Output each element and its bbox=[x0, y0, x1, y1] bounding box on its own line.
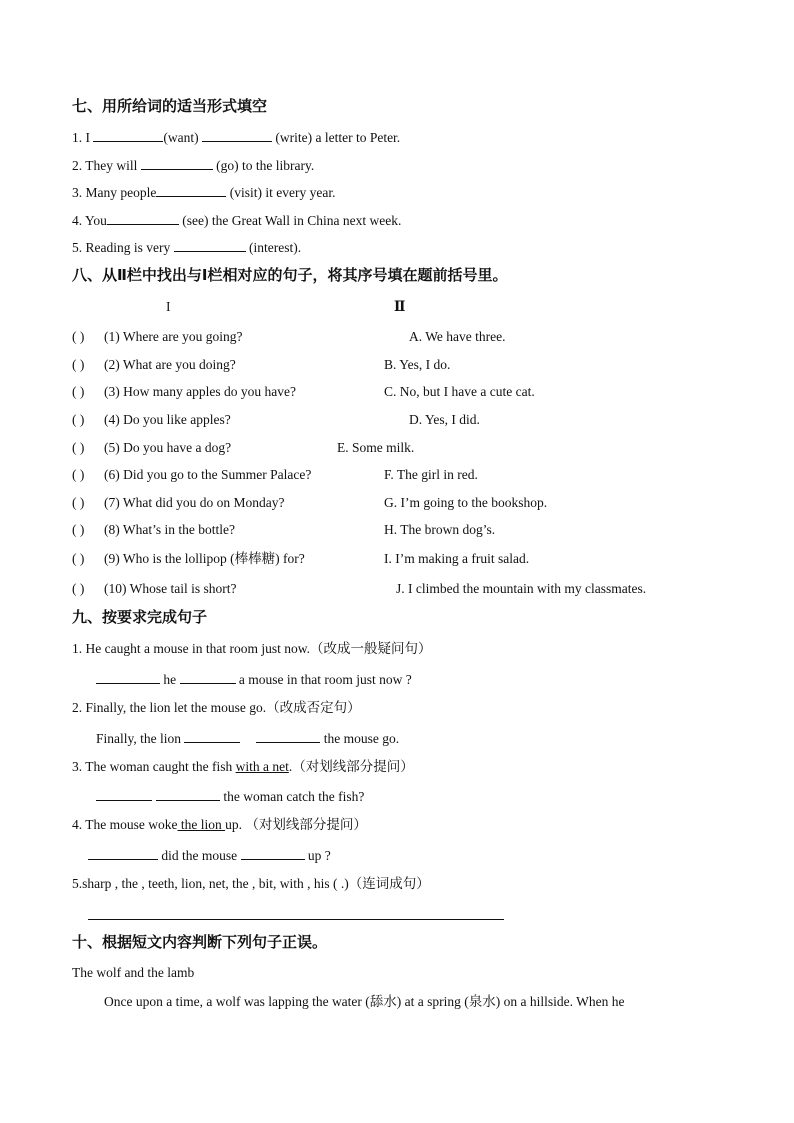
answer-blank[interactable] bbox=[241, 846, 305, 860]
section-8-heading: 八、从Ⅱ栏中找出与Ⅰ栏相对应的句子，将其序号填在题前括号里。 bbox=[72, 266, 508, 284]
section-7-item-5: 5. Reading is very (interest). bbox=[72, 240, 302, 255]
match-question: (7) What did you do on Monday? bbox=[104, 495, 285, 510]
section-7-item-1: 1. I (want) (write) a letter to Peter. bbox=[72, 130, 401, 145]
match-paren[interactable]: ( ) bbox=[72, 522, 85, 537]
match-paren[interactable]: ( ) bbox=[72, 467, 85, 482]
answer-blank[interactable] bbox=[141, 156, 213, 170]
section-9-question-4: 4. The mouse woke the lion up. （对划线部分提问） bbox=[72, 817, 367, 832]
match-question: (5) Do you have a dog? bbox=[104, 440, 232, 455]
match-paren[interactable]: ( ) bbox=[72, 412, 85, 427]
match-question: (8) What’s in the bottle? bbox=[104, 522, 235, 537]
match-answer: A. We have three. bbox=[409, 329, 506, 344]
match-answer: F. The girl in red. bbox=[384, 467, 478, 482]
answer-blank[interactable] bbox=[180, 670, 236, 684]
match-question: (9) Who is the lollipop (棒棒糖) for? bbox=[104, 551, 305, 566]
match-question: (1) Where are you going? bbox=[104, 329, 243, 344]
match-answer: C. No, but I have a cute cat. bbox=[384, 384, 535, 399]
answer-blank[interactable] bbox=[96, 670, 160, 684]
underlined-phrase: the lion bbox=[177, 817, 226, 832]
answer-blank[interactable] bbox=[174, 238, 246, 252]
match-paren[interactable]: ( ) bbox=[72, 495, 85, 510]
match-paren[interactable]: ( ) bbox=[72, 551, 85, 566]
answer-blank[interactable] bbox=[88, 846, 158, 860]
match-answer: H. The brown dog’s. bbox=[384, 522, 496, 537]
match-answer: G. I’m going to the bookshop. bbox=[384, 495, 548, 510]
answer-blank[interactable] bbox=[202, 128, 272, 142]
match-paren[interactable]: ( ) bbox=[72, 440, 85, 455]
section-9-heading: 九、按要求完成句子 bbox=[72, 608, 208, 626]
section-9-answer-3: the woman catch the fish? bbox=[96, 787, 364, 806]
answer-blank[interactable] bbox=[93, 128, 163, 142]
match-question: (3) How many apples do you have? bbox=[104, 384, 296, 399]
underlined-phrase: with a net bbox=[235, 759, 289, 774]
passage-title: The wolf and the lamb bbox=[72, 965, 195, 980]
answer-blank[interactable] bbox=[96, 787, 152, 801]
answer-blank[interactable] bbox=[256, 729, 320, 743]
column-1-header: I bbox=[166, 299, 171, 314]
section-9-answer-2: Finally, the lion the mouse go. bbox=[96, 731, 400, 746]
answer-line[interactable] bbox=[88, 919, 504, 920]
match-paren[interactable]: ( ) bbox=[72, 384, 85, 399]
passage-paragraph: Once upon a time, a wolf was lapping the water (舔水) at a spring (泉水) on a hillside. When he bbox=[104, 994, 625, 1009]
match-question: (10) Whose tail is short? bbox=[104, 581, 237, 596]
section-7-item-3: 3. Many people (visit) it every year. bbox=[72, 185, 336, 200]
match-answer: I. I’m making a fruit salad. bbox=[384, 551, 530, 566]
section-7-item-4: 4. You (see) the Great Wall in China next week. bbox=[72, 213, 402, 228]
match-paren[interactable]: ( ) bbox=[72, 581, 85, 596]
answer-blank[interactable] bbox=[156, 787, 220, 801]
match-paren[interactable]: ( ) bbox=[72, 357, 85, 372]
section-9-question-5: 5.sharp , the , teeth, lion, net, the , bit, with , his ( .)（连词成句） bbox=[72, 876, 430, 891]
section-9-answer-1: he a mouse in that room just now ? bbox=[96, 670, 412, 689]
match-answer: E. Some milk. bbox=[337, 440, 415, 455]
section-9-answer-4: did the mouse up ? bbox=[88, 846, 331, 865]
match-answer: J. I climbed the mountain with my classmates. bbox=[396, 581, 647, 596]
section-7-item-2: 2. They will (go) to the library. bbox=[72, 158, 315, 173]
section-9-question-2: 2. Finally, the lion let the mouse go.（改成否定句） bbox=[72, 700, 361, 715]
match-question: (2) What are you doing? bbox=[104, 357, 236, 372]
answer-blank[interactable] bbox=[184, 729, 240, 743]
answer-blank[interactable] bbox=[156, 183, 226, 197]
section-10-heading: 十、根据短文内容判断下列句子正误。 bbox=[72, 933, 328, 951]
match-question: (4) Do you like apples? bbox=[104, 412, 231, 427]
section-9-question-3: 3. The woman caught the fish with a net.（对划线部分提问） bbox=[72, 759, 414, 774]
column-2-header: Ⅱ bbox=[394, 299, 406, 314]
match-question: (6) Did you go to the Summer Palace? bbox=[104, 467, 312, 482]
match-answer: D. Yes, I did. bbox=[409, 412, 480, 427]
section-9-question-1: 1. He caught a mouse in that room just now.（改成一般疑问句） bbox=[72, 641, 432, 656]
match-paren[interactable]: ( ) bbox=[72, 329, 85, 344]
section-7-heading: 七、用所给词的适当形式填空 bbox=[72, 97, 268, 115]
match-answer: B. Yes, I do. bbox=[384, 357, 451, 372]
answer-blank[interactable] bbox=[107, 211, 179, 225]
